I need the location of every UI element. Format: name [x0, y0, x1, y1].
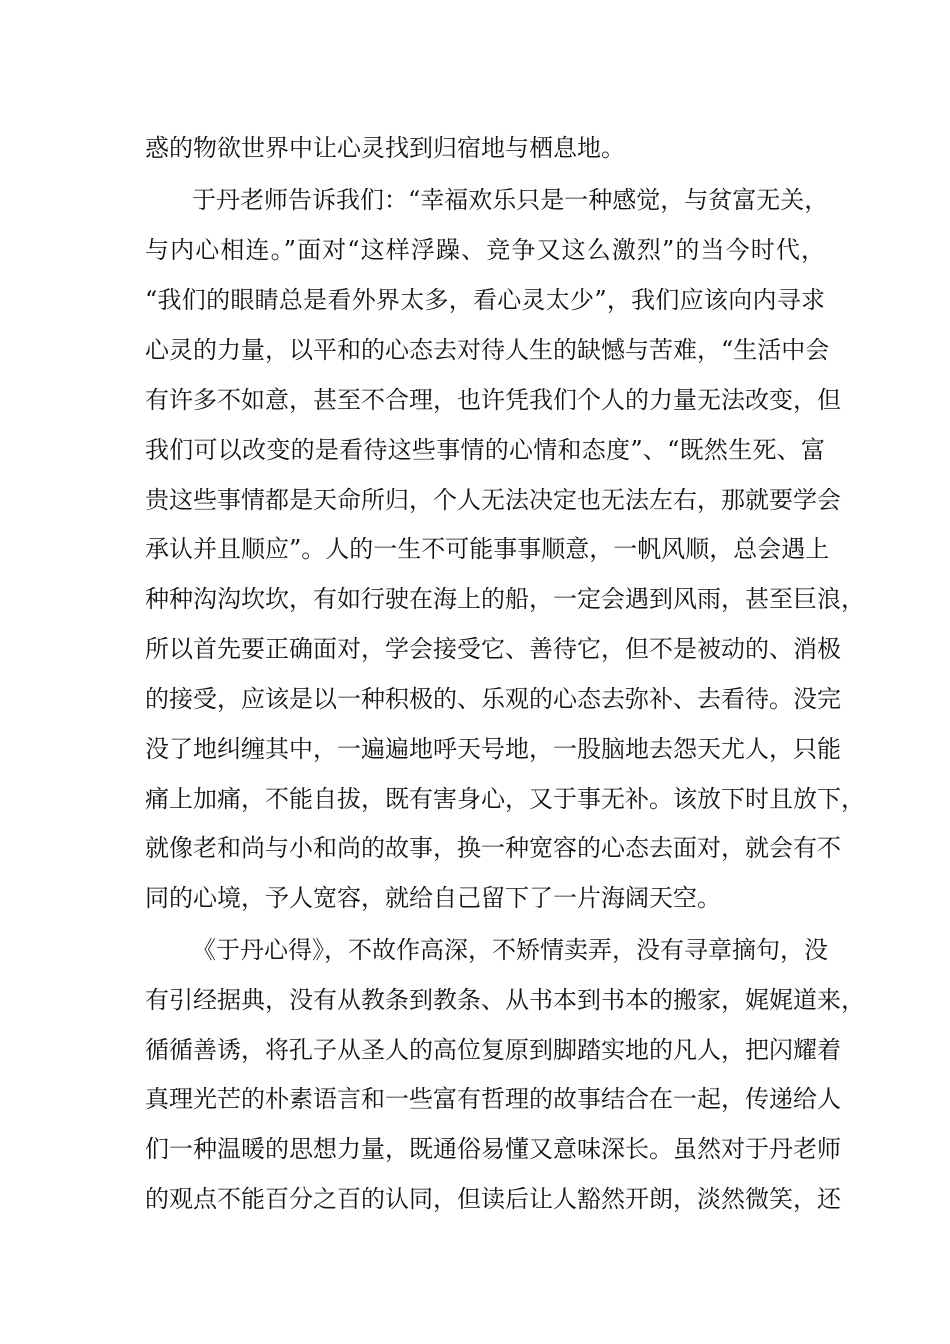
text-line: 有许多不如意，甚至不合理，也许凭我们个人的力量无法改变，但 [145, 386, 841, 414]
text-line: 我们可以改变的是看待这些事情的心情和态度”、“既然生死、富 [145, 436, 825, 464]
text-line: 有引经据典，没有从教条到教条、从书本到书本的搬家，娓娓道来， [145, 986, 865, 1014]
text-line: 于丹老师告诉我们：“幸福欢乐只是一种感觉，与贫富无关， [192, 186, 829, 214]
text-line: 真理光芒的朴素语言和一些富有哲理的故事结合在一起，传递给人 [145, 1085, 841, 1113]
text-line: 们一种温暖的思想力量，既通俗易懂又意味深长。虽然对于丹老师 [145, 1135, 841, 1163]
text-line: 的接受，应该是以一种积极的、乐观的心态去弥补、去看待。没完 [145, 685, 841, 713]
text-line: 与内心相连。”面对“这样浮躁、竞争又这么激烈”的当今时代， [145, 236, 825, 264]
text-line: 《于丹心得》，不故作高深，不矫情卖弄，没有寻章摘句，没 [192, 936, 828, 964]
text-line: 种种沟沟坎坎，有如行驶在海上的船，一定会遇到风雨，甚至巨浪， [145, 585, 865, 613]
text-line: 承认并且顺应”。人的一生不可能事事顺意，一帆风顺，总会遇上 [145, 535, 830, 563]
text-line: 没了地纠缠其中，一遍遍地呼天号地，一股脑地去怨天尤人，只能 [145, 735, 841, 763]
text-line: 同的心境，予人宽容，就给自己留下了一片海阔天空。 [145, 884, 721, 912]
text-line: 贵这些事情都是天命所归，个人无法决定也无法左右，那就要学会 [145, 486, 841, 514]
text-line: 所以首先要正确面对，学会接受它、善待它，但不是被动的、消极 [145, 635, 841, 663]
text-line: 惑的物欲世界中让心灵找到归宿地与栖息地。 [145, 134, 625, 162]
text-line: 痛上加痛，不能自拔，既有害身心，又于事无补。该放下时且放下， [145, 785, 865, 813]
text-line: 的观点不能百分之百的认同，但读后让人豁然开朗，淡然微笑，还 [145, 1185, 841, 1213]
text-line: 心灵的力量，以平和的心态去对待人生的缺憾与苦难，“生活中会 [145, 336, 830, 364]
text-line: 就像老和尚与小和尚的故事，换一种宽容的心态去面对，就会有不 [145, 834, 841, 862]
text-line: 循循善诱，将孔子从圣人的高位复原到脚踏实地的凡人，把闪耀着 [145, 1036, 841, 1064]
text-line: “我们的眼睛总是看外界太多，看心灵太少”，我们应该向内寻求 [145, 286, 825, 314]
